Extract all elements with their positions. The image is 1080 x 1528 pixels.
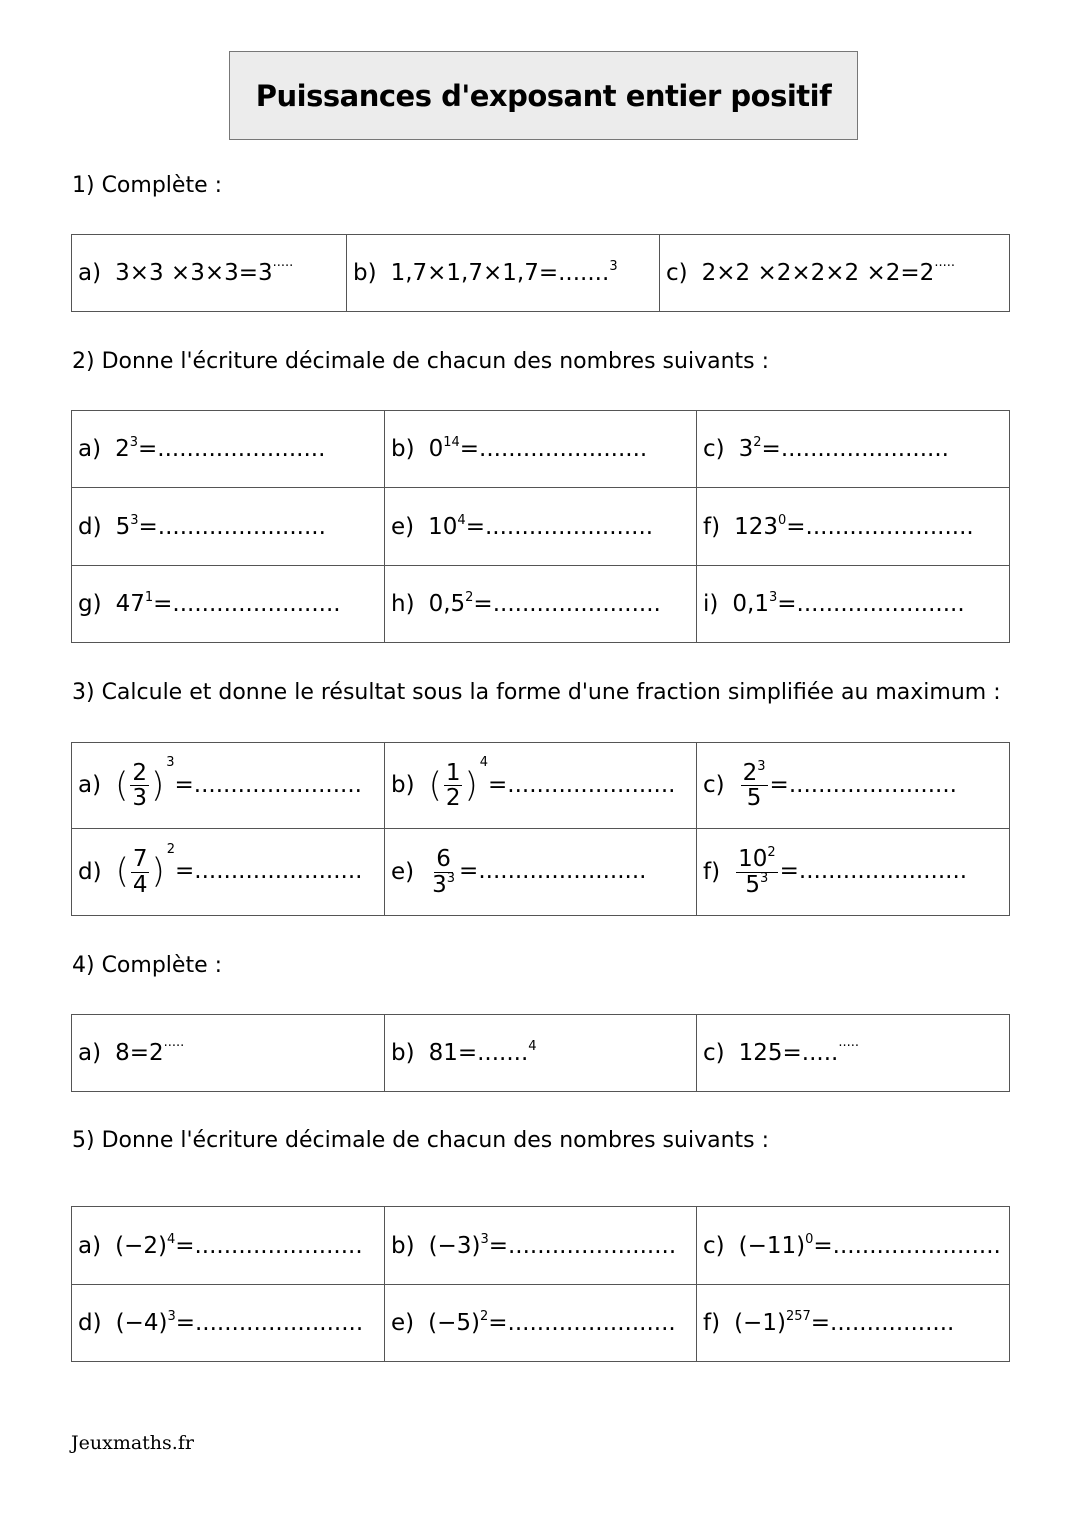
s5-cell-a bbox=[72, 1207, 385, 1285]
item-base: (−11) bbox=[738, 1232, 806, 1259]
numerator bbox=[131, 847, 150, 872]
open-paren: ( bbox=[428, 765, 442, 806]
denominator bbox=[743, 870, 770, 898]
item-expression: 1,7×1,7×1,7=....... bbox=[390, 260, 610, 286]
item-exponent: 1 bbox=[144, 590, 154, 605]
answer-blank: =....................... bbox=[138, 513, 326, 540]
fraction bbox=[430, 847, 457, 896]
item-base: 10 bbox=[428, 513, 458, 540]
numerator-value: 10 bbox=[738, 846, 768, 873]
item-exponent: 3 bbox=[480, 1231, 489, 1247]
item-base: (−4) bbox=[115, 1310, 168, 1336]
s2-cell-d bbox=[72, 488, 385, 566]
denominator-value: 3 bbox=[432, 871, 447, 898]
item-label: b) bbox=[391, 436, 415, 462]
s5-cell-f bbox=[697, 1285, 1010, 1362]
s1-cell-b bbox=[347, 235, 660, 312]
answer-blank: =....................... bbox=[175, 858, 363, 885]
s1-cell-a bbox=[72, 235, 347, 312]
denominator-exponent: 3 bbox=[446, 870, 456, 886]
item-label: c) bbox=[703, 436, 725, 462]
close-paren: ) bbox=[150, 765, 165, 806]
denominator bbox=[131, 873, 150, 897]
s4-cell-a bbox=[72, 1015, 385, 1092]
item-label: f) bbox=[703, 513, 721, 540]
close-paren: ) bbox=[464, 765, 478, 806]
numerator-value: 2 bbox=[742, 759, 758, 786]
item-label: b) bbox=[391, 1232, 415, 1259]
footer-source: Jeuxmaths.fr bbox=[71, 1432, 194, 1454]
item-label: c) bbox=[703, 772, 725, 798]
item-label: e) bbox=[391, 858, 415, 885]
item-label: d) bbox=[78, 513, 102, 540]
answer-blank: =....................... bbox=[769, 772, 957, 798]
s2-cell-a bbox=[72, 411, 385, 488]
section-3-table bbox=[71, 742, 1010, 916]
page-title: Puissances d'exposant entier positif bbox=[255, 78, 832, 113]
item-label: h) bbox=[391, 591, 415, 617]
answer-blank: =....................... bbox=[813, 1232, 1001, 1259]
s5-cell-e bbox=[385, 1285, 697, 1362]
open-paren: ( bbox=[115, 765, 129, 806]
section-1-table bbox=[71, 234, 1010, 312]
fraction bbox=[741, 758, 768, 811]
item-base: (−1) bbox=[734, 1310, 786, 1336]
item-label: g) bbox=[78, 591, 102, 617]
numerator bbox=[434, 847, 453, 872]
answer-blank: =....................... bbox=[138, 436, 326, 462]
numerator bbox=[130, 761, 149, 786]
item-label: a) bbox=[78, 772, 102, 798]
answer-blank: =....................... bbox=[488, 1232, 677, 1259]
s3-cell-d bbox=[72, 829, 385, 916]
fraction bbox=[131, 847, 150, 896]
denominator-value: 5 bbox=[745, 871, 761, 898]
item-base: (−5) bbox=[428, 1310, 480, 1336]
outer-exponent: 2 bbox=[166, 841, 176, 857]
item-exponent: ····· bbox=[838, 1039, 860, 1054]
item-base: 0 bbox=[428, 436, 444, 462]
item-exponent: 0 bbox=[777, 512, 787, 528]
item-exponent: 3 bbox=[129, 435, 138, 450]
item-label: b) bbox=[391, 772, 415, 798]
denominator-value: 4 bbox=[132, 871, 148, 898]
section-4-table bbox=[71, 1014, 1010, 1092]
answer-blank: =....................... bbox=[473, 591, 661, 617]
s3-cell-e bbox=[385, 829, 697, 916]
numerator bbox=[741, 758, 768, 786]
section-4-heading: 4) Complète : bbox=[72, 953, 223, 978]
item-exponent: 3 bbox=[609, 259, 618, 274]
open-paren: ( bbox=[115, 852, 129, 892]
item-expression: 81=....... bbox=[428, 1040, 529, 1066]
item-label: a) bbox=[78, 260, 102, 286]
s5-cell-b bbox=[385, 1207, 697, 1285]
item-label: d) bbox=[78, 1310, 102, 1336]
item-label: b) bbox=[391, 1040, 415, 1066]
item-label: c) bbox=[666, 260, 688, 286]
answer-blank: =....................... bbox=[488, 1310, 676, 1336]
item-exponent: ····· bbox=[163, 1039, 185, 1054]
item-label: a) bbox=[78, 436, 102, 462]
item-exponent: 4 bbox=[457, 512, 466, 528]
answer-blank: =....................... bbox=[761, 436, 949, 462]
item-exponent: 3 bbox=[167, 1309, 176, 1324]
item-exponent: 257 bbox=[785, 1309, 811, 1324]
item-label: f) bbox=[703, 1310, 721, 1336]
item-expression: 125=..... bbox=[738, 1040, 839, 1066]
answer-blank: =....................... bbox=[779, 858, 968, 885]
item-exponent: 3 bbox=[130, 512, 139, 528]
item-base: 5 bbox=[115, 513, 131, 540]
item-label: a) bbox=[78, 1232, 102, 1259]
numerator-value: 7 bbox=[132, 846, 148, 873]
section-2-heading: 2) Donne l'écriture décimale de chacun des nombres suivants : bbox=[72, 349, 770, 374]
answer-blank: =....................... bbox=[153, 591, 341, 617]
item-expression: 3×3 ×3×3=3 bbox=[115, 260, 273, 286]
item-exponent: 2 bbox=[465, 590, 474, 605]
outer-exponent: 3 bbox=[166, 755, 175, 770]
item-base: 0,5 bbox=[428, 591, 466, 617]
answer-blank: =....................... bbox=[459, 436, 648, 462]
numerator-value: 6 bbox=[436, 846, 451, 873]
denominator-value: 5 bbox=[746, 785, 762, 811]
item-label: d) bbox=[78, 858, 102, 885]
numerator-value: 1 bbox=[445, 759, 461, 786]
item-exponent: 2 bbox=[753, 435, 762, 450]
item-label: c) bbox=[703, 1232, 725, 1259]
item-exponent: ····· bbox=[272, 259, 294, 274]
denominator bbox=[130, 786, 149, 810]
s1-cell-c bbox=[660, 235, 1010, 312]
s2-cell-g bbox=[72, 566, 385, 643]
item-label: a) bbox=[78, 1040, 102, 1066]
item-exponent: 14 bbox=[443, 435, 460, 450]
item-base: 47 bbox=[115, 591, 145, 617]
title-box bbox=[229, 51, 858, 140]
item-label: i) bbox=[703, 591, 719, 617]
s2-cell-e bbox=[385, 488, 697, 566]
numerator-exponent: 3 bbox=[757, 758, 766, 774]
item-exponent: 3 bbox=[768, 590, 778, 605]
s5-cell-d bbox=[72, 1285, 385, 1362]
numerator-exponent: 2 bbox=[767, 845, 776, 861]
answer-blank: =....................... bbox=[777, 591, 965, 617]
item-expression: 2×2 ×2×2×2 ×2=2 bbox=[701, 260, 935, 286]
denominator-value: 2 bbox=[445, 785, 461, 811]
answer-blank: =....................... bbox=[786, 513, 974, 540]
item-exponent: 2 bbox=[479, 1309, 489, 1324]
s3-cell-a bbox=[72, 743, 385, 829]
numerator bbox=[444, 761, 463, 786]
item-exponent: 4 bbox=[528, 1039, 537, 1054]
item-base: (−3) bbox=[428, 1232, 481, 1259]
denominator bbox=[430, 870, 457, 898]
item-label: b) bbox=[353, 260, 377, 286]
item-base: 2 bbox=[115, 436, 130, 462]
denominator-exponent: 3 bbox=[760, 870, 769, 886]
denominator bbox=[444, 786, 463, 810]
s2-cell-i bbox=[697, 566, 1010, 643]
numerator-value: 2 bbox=[132, 759, 147, 786]
s2-cell-b bbox=[385, 411, 697, 488]
item-label: c) bbox=[703, 1040, 725, 1066]
fraction bbox=[736, 847, 778, 896]
item-base: 0,1 bbox=[732, 591, 769, 617]
section-1-heading: 1) Complète : bbox=[72, 173, 223, 198]
section-5-table bbox=[71, 1206, 1010, 1362]
fraction bbox=[130, 761, 149, 810]
answer-blank: =....................... bbox=[174, 772, 362, 798]
s4-cell-b bbox=[385, 1015, 697, 1092]
answer-blank: =....................... bbox=[459, 858, 647, 885]
item-exponent: ····· bbox=[934, 259, 955, 274]
item-expression: 8=2 bbox=[115, 1040, 164, 1066]
s2-cell-f bbox=[697, 488, 1010, 566]
answer-blank: =....................... bbox=[175, 1232, 363, 1259]
s2-cell-c bbox=[697, 411, 1010, 488]
denominator bbox=[745, 786, 764, 810]
s2-cell-h bbox=[385, 566, 697, 643]
numerator bbox=[736, 847, 778, 872]
denominator-value: 3 bbox=[132, 785, 147, 811]
section-3-heading: 3) Calcule et donne le résultat sous la forme d'une fraction simplifiée au maximum : bbox=[72, 680, 1001, 705]
item-base: 123 bbox=[734, 513, 778, 540]
item-exponent: 0 bbox=[805, 1231, 814, 1247]
item-label: e) bbox=[391, 513, 415, 540]
item-exponent: 4 bbox=[166, 1231, 176, 1247]
section-2-table bbox=[71, 410, 1010, 643]
item-label: e) bbox=[391, 1310, 415, 1336]
item-base: (−2) bbox=[115, 1232, 167, 1259]
outer-exponent: 4 bbox=[479, 755, 489, 770]
item-base: 3 bbox=[738, 436, 754, 462]
item-label: f) bbox=[703, 858, 721, 885]
section-5-heading: 5) Donne l'écriture décimale de chacun des nombres suivants : bbox=[72, 1128, 770, 1153]
answer-blank: =....................... bbox=[465, 513, 654, 540]
close-paren: ) bbox=[151, 852, 165, 892]
s3-cell-c bbox=[697, 743, 1010, 829]
answer-blank: =....................... bbox=[175, 1310, 364, 1336]
s3-cell-b bbox=[385, 743, 697, 829]
s4-cell-c bbox=[697, 1015, 1010, 1092]
answer-blank: =................. bbox=[810, 1310, 955, 1336]
answer-blank: =....................... bbox=[488, 772, 676, 798]
s5-cell-c bbox=[697, 1207, 1010, 1285]
fraction bbox=[444, 761, 463, 810]
s3-cell-f bbox=[697, 829, 1010, 916]
